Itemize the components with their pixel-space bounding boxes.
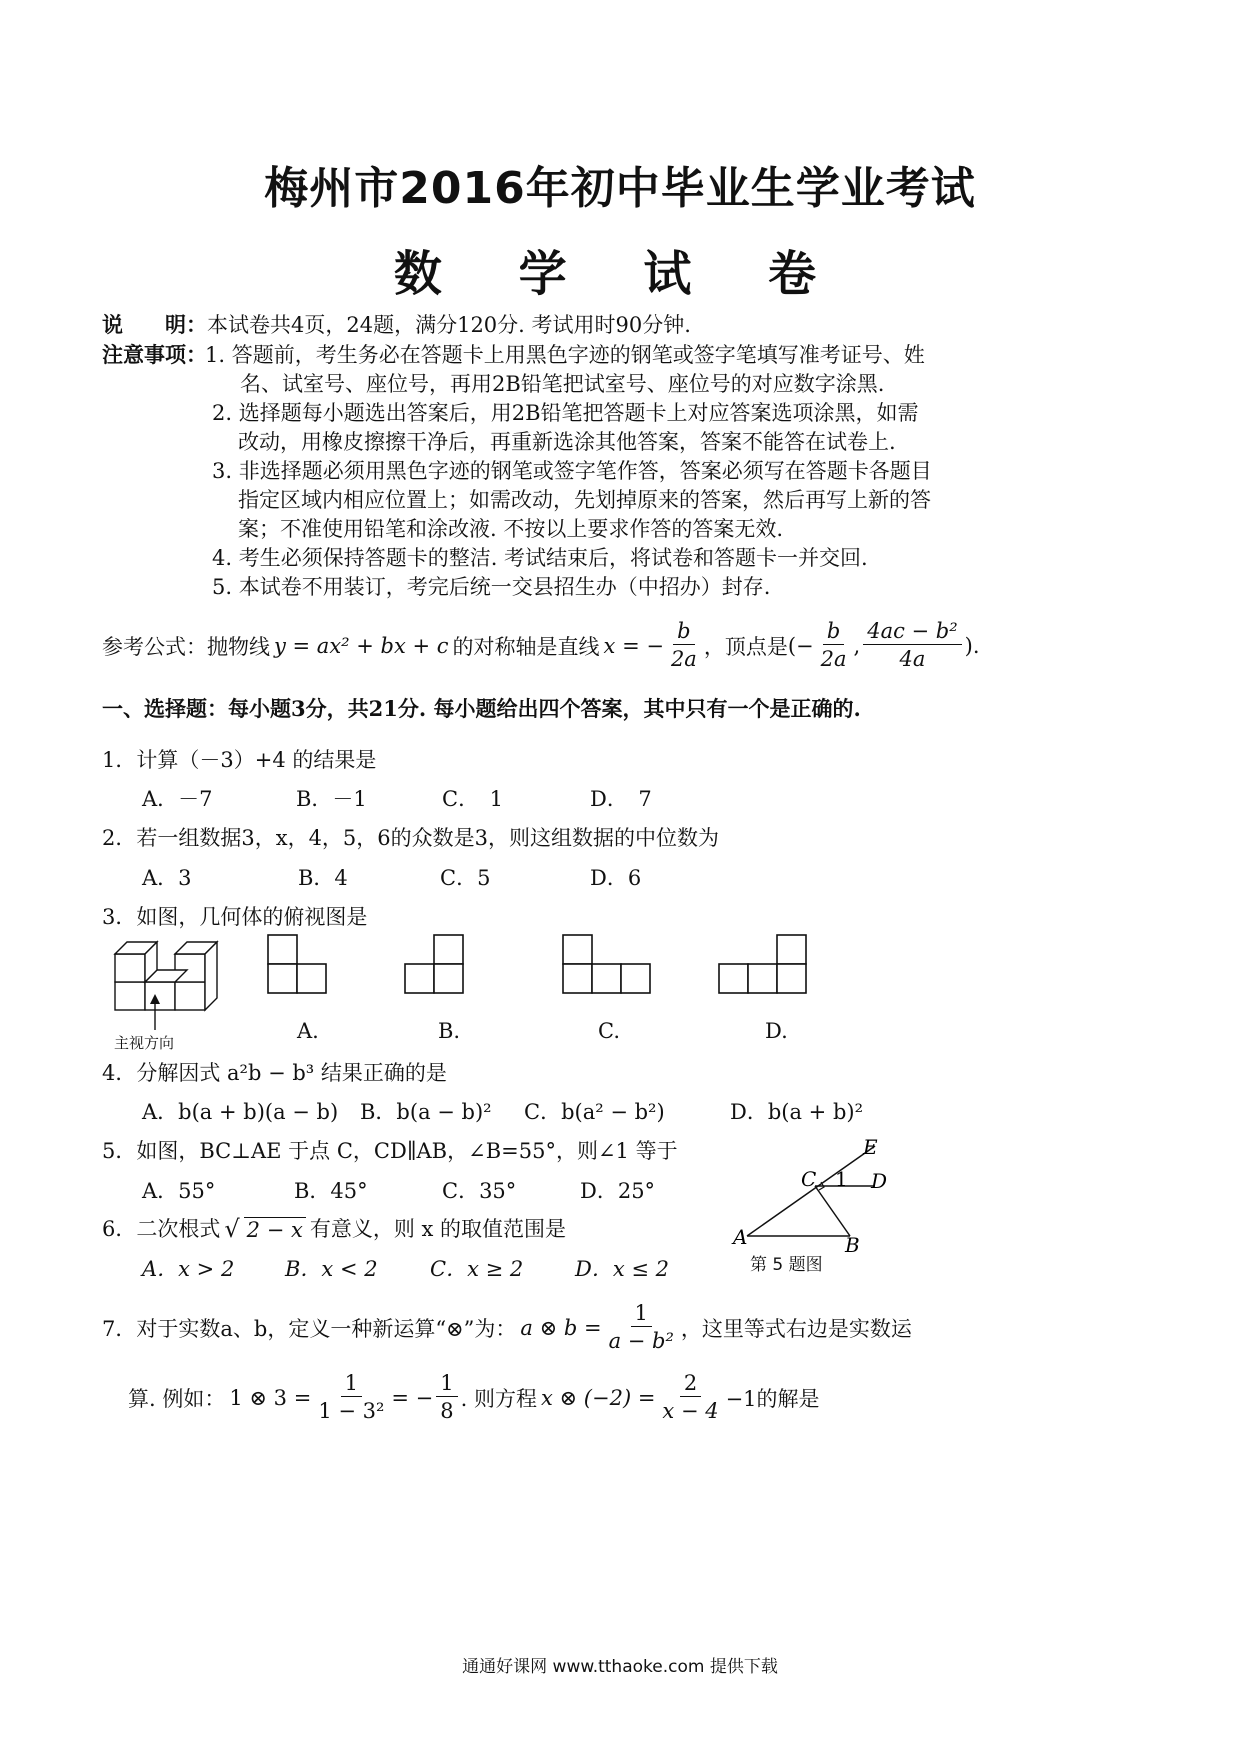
attention-label: 注意事项： xyxy=(102,342,207,367)
exam-subtitle: 数 学 试 卷 xyxy=(393,246,847,302)
q7-equation-frac: $\frac{2}{x - 4}$ xyxy=(662,1371,719,1423)
q1-option-c: C． 1 xyxy=(442,787,503,811)
q6-stem xyxy=(102,1214,566,1244)
q4-option-c: C．b(a² − b²) xyxy=(524,1100,665,1124)
note-4: 4. 考生必须保持答题卡的整洁. 考试结束后，将试卷和答题卡一并交回. xyxy=(212,546,868,570)
q4-option-b: B．b(a − b)² xyxy=(360,1100,492,1124)
formula-axis-frac: $\frac{b}{2a}$ xyxy=(670,619,697,671)
q4-option-d: D．b(a + b)² xyxy=(730,1100,863,1124)
q6-option-c: C．x ≥ 2 xyxy=(430,1257,524,1281)
q3-option-b: B. xyxy=(438,1019,461,1043)
q3-solid-figure xyxy=(115,942,217,1030)
q3-option-d: D. xyxy=(765,1019,788,1043)
q1-stem: 1．计算（－3）+4 的结果是 xyxy=(102,748,377,772)
q7-line2 xyxy=(128,1370,820,1425)
formula-vertex-text: ，顶点是 xyxy=(703,634,788,659)
q7-example-frac: $\frac{1}{\text{1 − 3²}}$ xyxy=(318,1371,385,1423)
q3-option-d-figure xyxy=(719,935,806,993)
formula-axis-lhs: x = − xyxy=(603,633,664,658)
sqrt-icon: √ xyxy=(224,1215,240,1243)
q7-def-frac: $\frac{1}{\text{a − b²}}$ xyxy=(608,1301,674,1353)
q6-radicand: 2 − x xyxy=(244,1217,306,1242)
formula-vertex-frac2: $\frac{\text{4ac − b²}}{4a}$ xyxy=(863,618,961,673)
q5-option-b: B．45° xyxy=(294,1179,368,1203)
q5-option-d: D．25° xyxy=(580,1179,656,1203)
q3-option-c: C. xyxy=(598,1019,620,1043)
note-3b: 指定区域内相应位置上；如需改动，先划掉原来的答案，然后再写上新的答 xyxy=(238,488,931,512)
exam-title: 梅州市2016年初中毕业生学业考试 xyxy=(264,163,976,214)
q3-figures xyxy=(100,930,840,1060)
intro-label: 说 明： xyxy=(102,312,207,337)
q7-equation-lhs: x ⊗ (−2) = xyxy=(541,1385,656,1410)
note-3c: 案；不准使用铅笔和涂改液. 不按以上要求作答的答案无效. xyxy=(238,517,784,541)
q1-option-d: D． 7 xyxy=(590,787,652,811)
q2-option-b: B．4 xyxy=(298,866,348,890)
note-2a: 2. 选择题每小题选出答案后，用2B铅笔把答题卡上对应答案选项涂黑，如需 xyxy=(212,401,919,425)
reference-formula: 参考公式：抛物线 y = ax² + bx + c 的对称轴是直线 x = − $\frac{b}{2a}$ ，顶点是 (− $\frac{b}{2a}$ , $\frac{\text{4ac − b²}}{4a}$ ). xyxy=(102,619,980,671)
q3-option-a-figure xyxy=(268,935,326,993)
q4-option-a: A．b(a + b)(a − b) xyxy=(142,1100,339,1124)
note-3a: 3. 非选择题必须用黑色字迹的钢笔或签字笔作答，答案必须写在答题卡各题目 xyxy=(212,459,932,483)
formula-vertex-frac1: $\frac{b}{2a}$ xyxy=(820,619,847,671)
q5-angle-1: 1 xyxy=(835,1167,848,1191)
q7-def-lhs: a ⊗ b = xyxy=(520,1315,602,1340)
q5-option-a: A．55° xyxy=(142,1179,216,1203)
q7-example-mid: = − xyxy=(391,1385,434,1410)
intro-text: 本试卷共4页，24题，满分120分. 考试用时90分钟. xyxy=(207,313,691,337)
q6-stem-b: 有意义，则 x 的取值范围是 xyxy=(309,1217,567,1241)
q5-point-b: B xyxy=(845,1233,860,1257)
section-1-heading: 一、选择题：每小题3分，共21分. 每小题给出四个答案，其中只有一个是正确的. xyxy=(102,696,861,721)
intro-line xyxy=(102,310,691,340)
q2-option-c: C．5 xyxy=(440,866,491,890)
q7-example-frac2: $\frac{1}{8}$ xyxy=(436,1370,457,1425)
note-2b: 改动，用橡皮擦擦干净后，再重新选涂其他答案，答案不能答在试卷上. xyxy=(238,430,896,454)
note-1b: 名、试室号、座位号，再用2B铅笔把试室号、座位号的对应数字涂黑. xyxy=(240,372,885,396)
q6-option-d: D．x ≤ 2 xyxy=(575,1257,669,1281)
q6-option-b: B．x < 2 xyxy=(285,1257,378,1281)
q5-point-e: E xyxy=(863,1135,878,1159)
note-1a: 1. 答题前，考生务必在答题卡上用黑色字迹的钢笔或签字笔填写准考证号、姓 xyxy=(205,343,925,367)
q1-option-b: B．－1 xyxy=(296,787,367,811)
q4-stem: 4．分解因式 a²b − b³ 结果正确的是 xyxy=(102,1061,447,1085)
q5-figure-caption: 第 5 题图 xyxy=(750,1255,823,1275)
formula-parabola: y = ax² + bx + c xyxy=(274,633,449,658)
q7-line1-a: 7．对于实数a、b，定义一种新运算“⊗”为： xyxy=(102,1316,517,1341)
q3-option-a: A. xyxy=(297,1019,319,1043)
q2-stem: 2．若一组数据3，x，4，5，6的众数是3，则这组数据的中位数为 xyxy=(102,826,720,850)
formula-prefix: 参考公式：抛物线 xyxy=(102,634,270,659)
q7-line2-a: 算. 例如： xyxy=(128,1386,226,1411)
footer-watermark: 通通好课网 www.tthaoke.com 提供下载 xyxy=(462,1657,778,1677)
q5-point-c: C xyxy=(801,1167,817,1191)
q5-point-d: D xyxy=(871,1169,888,1193)
q7-line1 xyxy=(102,1300,912,1355)
q7-line1-b: ，这里等式右边是实数运 xyxy=(680,1316,912,1341)
q2-option-a: A．3 xyxy=(142,866,192,890)
formula-vertex-open: (− xyxy=(787,633,814,658)
q3-option-b-figure xyxy=(405,935,463,993)
q7-equation-tail: −1的解是 xyxy=(725,1386,820,1411)
q6-option-a: A．x > 2 xyxy=(142,1257,235,1281)
q3-option-c-figure xyxy=(563,935,650,993)
q5-point-a: A xyxy=(733,1225,748,1249)
note-5: 5. 本试卷不用装订，考完后统一交县招生办（中招办）封存. xyxy=(212,575,771,599)
q2-option-d: D．6 xyxy=(590,866,642,890)
q7-example-lhs: 1 ⊗ 3 = xyxy=(229,1385,312,1410)
q6-stem-a: 6．二次根式 xyxy=(102,1217,221,1241)
q5-option-c: C．35° xyxy=(442,1179,517,1203)
q1-option-a: A．－7 xyxy=(142,787,213,811)
q7-line2-b: . 则方程 xyxy=(460,1386,538,1411)
q3-stem: 3．如图，几何体的俯视图是 xyxy=(102,905,368,929)
formula-vertex-close: ). xyxy=(964,633,980,658)
q5-stem: 5．如图，BC⊥AE 于点 C，CD∥AB，∠B=55°，则∠1 等于 xyxy=(102,1139,678,1163)
formula-mid: 的对称轴是直线 xyxy=(452,634,600,659)
q3-view-direction-label: 主视方向 xyxy=(114,1034,175,1052)
